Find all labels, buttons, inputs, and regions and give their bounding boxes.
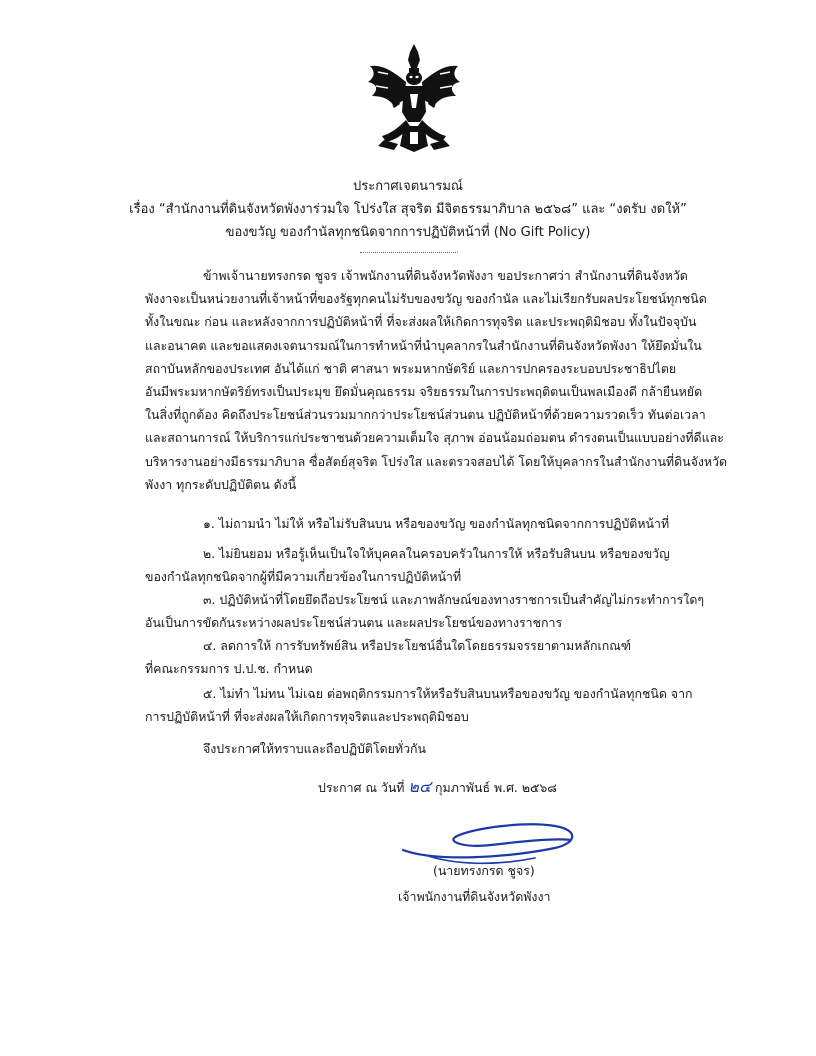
announcement-title-block	[0, 175, 816, 244]
paragraph-line: พังงาจะเป็นหน่วยงานที่เจ้าหน้าที่ของรัฐทุกคนไม่รับของขวัญ ของกำนัล และไม่เรียกรับผลประโยชน์ทุกชนิด	[145, 291, 707, 307]
item-line: การปฏิบัติหน้าที่ ที่จะส่งผลให้เกิดการทุจริตและประพฤติมิชอบ	[145, 709, 469, 725]
item-line: ๑. ไม่ถามนำ ไม่ให้ หรือไม่รับสินบน หรือของขวัญ ของกำนัลทุกชนิดจากการปฏิบัติหน้าที่	[203, 516, 670, 531]
paragraph-line: ข้าพเจ้านายทรงกรด ชูจร เจ้าพนักงานที่ดินจังหวัดพังงา ขอประกาศว่า สำนักงานที่ดินจังหวัด	[203, 268, 688, 283]
paragraph-line: สถาบันหลักของประเทศ อันได้แก่ ชาติ ศาสนา พระมหากษัตริย์ และการปกครองระบอบประชาธิปไตย	[145, 360, 677, 376]
announcement-date	[318, 775, 557, 800]
item-line: ๓. ปฏิบัติหน้าที่โดยยึดถือประโยชน์ และภาพลักษณ์ของทางราชการเป็นสำคัญไม่กระทำการใดๆ	[203, 592, 705, 607]
item-line: ๕. ไม่ทำ ไม่ทน ไม่เฉย ต่อพฤติกรรมการให้หรือรับสินบนหรือของขวัญ ของกำนัลทุกชนิด จาก	[203, 686, 693, 701]
paragraph-line: และสถานการณ์ ให้บริการแก่ประชาชนด้วยความเต็มใจ สุภาพ อ่อนน้อมถ่อมตน ดำรงตนเป็นแบบอย่างที่ดีและ	[145, 430, 724, 446]
item-line: ๒. ไม่ยินยอม หรือรู้เห็นเป็นใจให้บุคคลในครอบครัวในการให้ หรือรับสินบน หรือของขวัญ	[203, 546, 670, 561]
list-item	[145, 512, 705, 535]
subject-line: เรื่อง “สำนักงานที่ดินจังหวัดพังงาร่วมใจ โปร่งใส สุจริต มีจิตธรรมาภิบาล ๒๕๖๘” และ “งดรับ งดให้”	[129, 202, 687, 217]
paragraph-line: และอนาคต และขอแสดงเจตนารมณ์ในการทำหน้าที่นำบุคลากรในสำนักงานที่ดินจังหวัดพังงา ให้ยึดมั่นใน	[145, 337, 702, 353]
signatory-name: (นายทรงกรด ชูจร)	[433, 863, 535, 878]
intro-paragraph	[145, 264, 728, 496]
handwritten-day: ๒๔	[408, 777, 432, 796]
date-rest: กุมภาพันธ์ พ.ศ. ๒๕๖๘	[435, 780, 557, 795]
paragraph-line: ในสิ่งที่ถูกต้อง คิดถึงประโยชน์ส่วนรวมมากกว่าประโยชน์ส่วนตน ปฏิบัติหน้าที่ด้วยความรวดเร็ว ทันต่อเวลา	[145, 407, 706, 423]
paragraph-line: อันมีพระมหากษัตริย์ทรงเป็นประมุข ยึดมั่นคุณธรรม จริยธรรมในการประพฤติตนเป็นพลเมืองดี กล้ายืนหยัด	[145, 384, 703, 400]
item-line: ๔. ลดการให้ การรับทรัพย์สิน หรือประโยชน์อื่นใดโดยธรรมจรรยาตามหลักเกณฑ์	[203, 638, 632, 653]
list-item	[145, 542, 705, 588]
paragraph-line: พังงา ทุกระดับปฏิบัติตน ดังนี้	[145, 476, 297, 492]
paragraph-line: ทั้งในขณะ ก่อน และหลังจากการปฏิบัติหน้าที่ ที่จะส่งผลให้เกิดการทุจริต และประพฤติมิชอบ ทั้งในปัจจุบัน	[145, 314, 697, 330]
subject-line: ของขวัญ ของกำนัลทุกชนิดจากการปฏิบัติหน้าที่ (No Gift Policy)	[225, 225, 591, 240]
item-line: อันเป็นการขัดกันระหว่างผลประโยชน์ส่วนตน และผลประโยชน์ของทางราชการ	[145, 615, 563, 631]
announcement-type: ประกาศเจตนารมณ์	[353, 179, 463, 194]
closing-statement: จึงประกาศให้ทราบและถือปฏิบัติโดยทั่วกัน	[203, 741, 427, 756]
item-line: ของกำนัลทุกชนิดจากผู้ที่มีความเกี่ยวข้องในการปฏิบัติหน้าที่	[145, 569, 462, 585]
date-prefix: ประกาศ ณ วันที่	[318, 780, 405, 795]
signatory-position: เจ้าพนักงานที่ดินจังหวัดพังงา	[398, 889, 551, 904]
list-item	[145, 588, 705, 634]
handwritten-signature	[395, 810, 585, 868]
garuda-emblem	[364, 42, 464, 154]
list-item	[145, 682, 705, 728]
list-item	[145, 634, 705, 680]
item-line: ที่คณะกรรมการ ป.ป.ช. กำหนด	[145, 661, 313, 677]
title-divider	[360, 252, 458, 253]
paragraph-line: บริหารงานอย่างมีธรรมาภิบาล ซื่อสัตย์สุจริต โปร่งใส และตรวจสอบได้ โดยให้บุคลากรในสำนักงานที่ดินจังหวัด	[145, 453, 728, 469]
